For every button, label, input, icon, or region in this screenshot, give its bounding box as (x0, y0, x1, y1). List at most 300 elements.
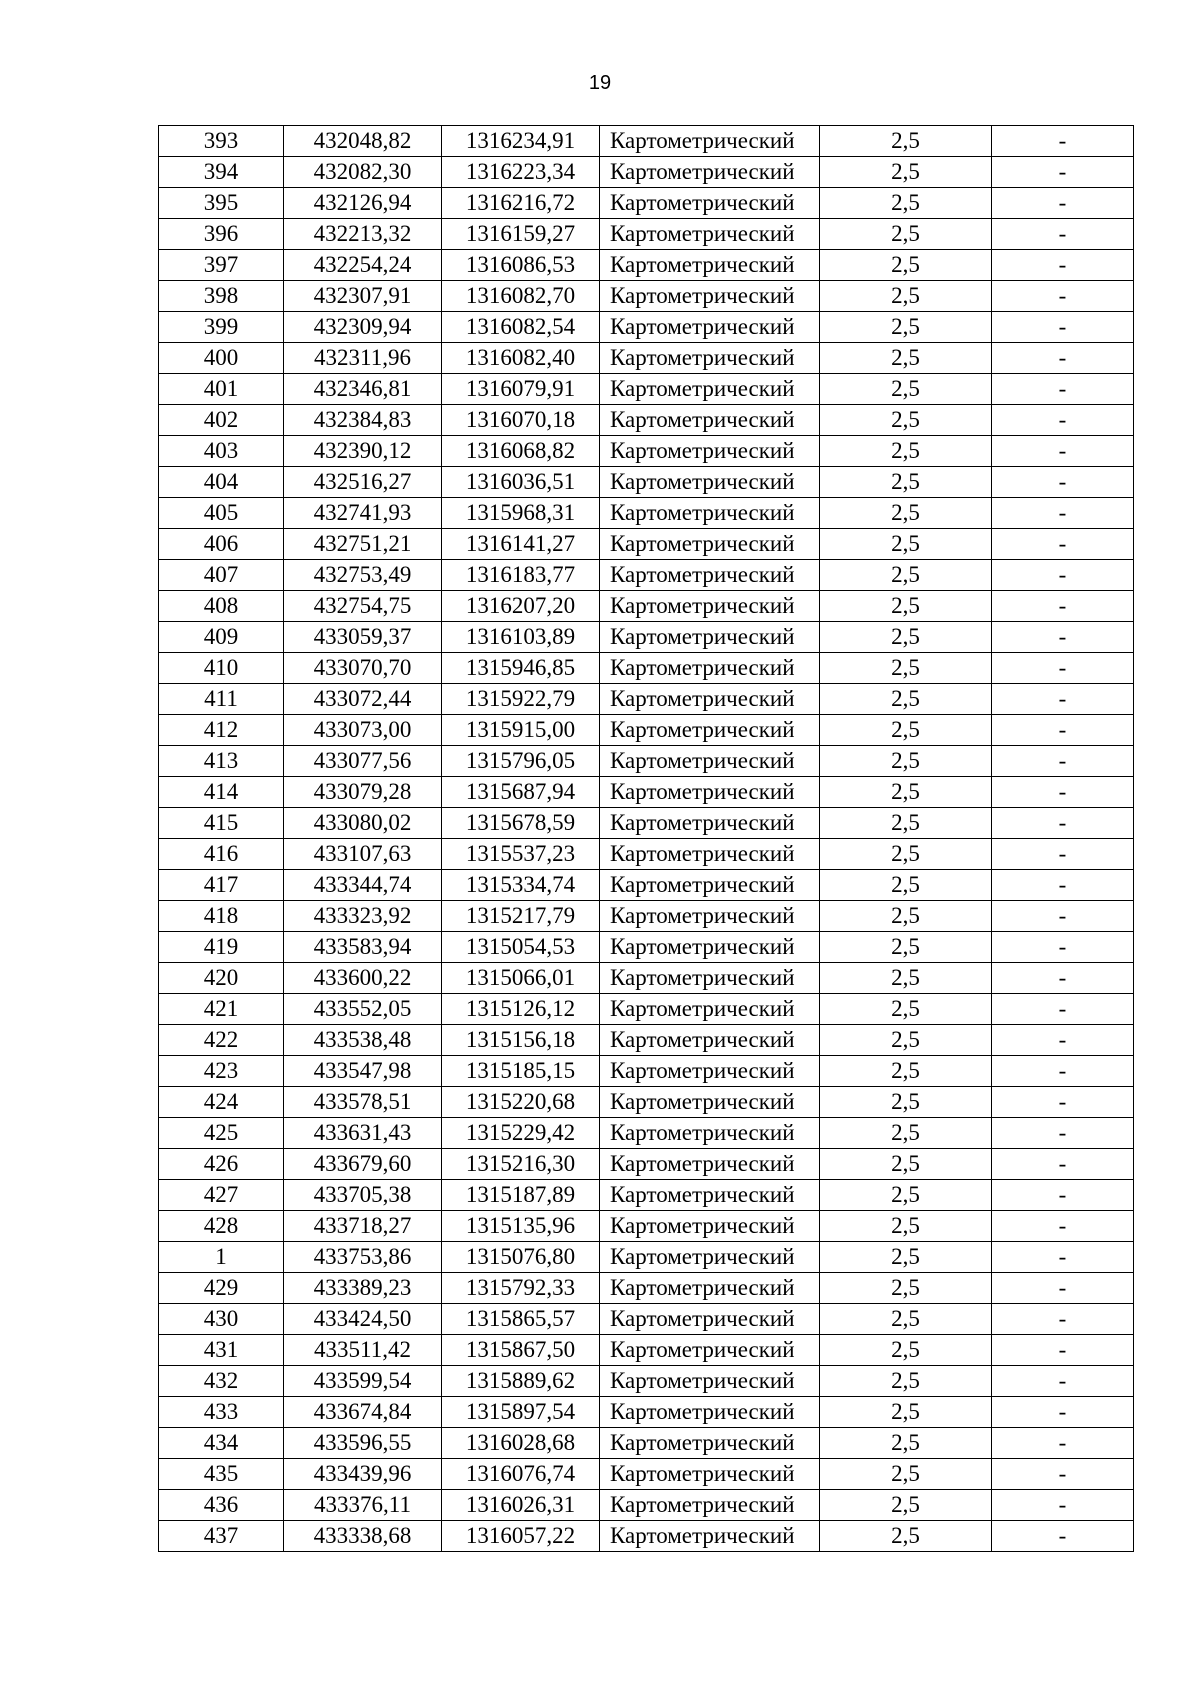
table-row (159, 1521, 1134, 1552)
x-coordinate-cell: 433424,50 (284, 1304, 442, 1335)
y-coordinate-cell: 1315915,00 (442, 715, 600, 746)
x-coordinate-cell: 433547,98 (284, 1056, 442, 1087)
accuracy-cell: 2,5 (820, 1366, 992, 1397)
accuracy-cell: 2,5 (820, 374, 992, 405)
x-coordinate-cell: 432346,81 (284, 374, 442, 405)
method-cell: Картометрический (600, 1366, 820, 1397)
note-cell: - (992, 963, 1134, 994)
note-cell: - (992, 529, 1134, 560)
method-cell: Картометрический (600, 1211, 820, 1242)
note-cell: - (992, 1335, 1134, 1366)
accuracy-cell: 2,5 (820, 715, 992, 746)
table-row (159, 1304, 1134, 1335)
y-coordinate-cell: 1315156,18 (442, 1025, 600, 1056)
point-number-cell: 405 (159, 498, 284, 529)
method-cell: Картометрический (600, 777, 820, 808)
y-coordinate-cell: 1316159,27 (442, 219, 600, 250)
note-cell: - (992, 1273, 1134, 1304)
table-row (159, 498, 1134, 529)
x-coordinate-cell: 432516,27 (284, 467, 442, 498)
x-coordinate-cell: 433389,23 (284, 1273, 442, 1304)
accuracy-cell: 2,5 (820, 1056, 992, 1087)
point-number-cell: 394 (159, 157, 284, 188)
note-cell: - (992, 343, 1134, 374)
accuracy-cell: 2,5 (820, 870, 992, 901)
table-row (159, 1397, 1134, 1428)
point-number-cell: 436 (159, 1490, 284, 1521)
method-cell: Картометрический (600, 1428, 820, 1459)
accuracy-cell: 2,5 (820, 1490, 992, 1521)
method-cell: Картометрический (600, 529, 820, 560)
point-number-cell: 410 (159, 653, 284, 684)
note-cell: - (992, 777, 1134, 808)
x-coordinate-cell: 432213,32 (284, 219, 442, 250)
y-coordinate-cell: 1316057,22 (442, 1521, 600, 1552)
accuracy-cell: 2,5 (820, 467, 992, 498)
accuracy-cell: 2,5 (820, 932, 992, 963)
table-row (159, 374, 1134, 405)
table-row (159, 994, 1134, 1025)
table-row (159, 684, 1134, 715)
accuracy-cell: 2,5 (820, 1211, 992, 1242)
method-cell: Картометрический (600, 219, 820, 250)
note-cell: - (992, 1149, 1134, 1180)
x-coordinate-cell: 433753,86 (284, 1242, 442, 1273)
accuracy-cell: 2,5 (820, 1242, 992, 1273)
table-row (159, 436, 1134, 467)
point-number-cell: 428 (159, 1211, 284, 1242)
accuracy-cell: 2,5 (820, 560, 992, 591)
y-coordinate-cell: 1316141,27 (442, 529, 600, 560)
method-cell: Картометрический (600, 622, 820, 653)
method-cell: Картометрический (600, 250, 820, 281)
x-coordinate-cell: 433674,84 (284, 1397, 442, 1428)
y-coordinate-cell: 1316082,40 (442, 343, 600, 374)
accuracy-cell: 2,5 (820, 281, 992, 312)
y-coordinate-cell: 1315220,68 (442, 1087, 600, 1118)
x-coordinate-cell: 433583,94 (284, 932, 442, 963)
point-number-cell: 402 (159, 405, 284, 436)
x-coordinate-cell: 433059,37 (284, 622, 442, 653)
method-cell: Картометрический (600, 1335, 820, 1366)
point-number-cell: 417 (159, 870, 284, 901)
y-coordinate-cell: 1316076,74 (442, 1459, 600, 1490)
method-cell: Картометрический (600, 1025, 820, 1056)
x-coordinate-cell: 433600,22 (284, 963, 442, 994)
x-coordinate-cell: 432309,94 (284, 312, 442, 343)
y-coordinate-cell: 1315922,79 (442, 684, 600, 715)
accuracy-cell: 2,5 (820, 963, 992, 994)
method-cell: Картометрический (600, 1056, 820, 1087)
y-coordinate-cell: 1315867,50 (442, 1335, 600, 1366)
note-cell: - (992, 1397, 1134, 1428)
point-number-cell: 401 (159, 374, 284, 405)
table-row (159, 777, 1134, 808)
accuracy-cell: 2,5 (820, 901, 992, 932)
coordinates-table-body (159, 126, 1134, 1552)
y-coordinate-cell: 1315066,01 (442, 963, 600, 994)
note-cell: - (992, 994, 1134, 1025)
point-number-cell: 400 (159, 343, 284, 374)
table-row (159, 715, 1134, 746)
point-number-cell: 414 (159, 777, 284, 808)
table-row (159, 1118, 1134, 1149)
accuracy-cell: 2,5 (820, 529, 992, 560)
point-number-cell: 393 (159, 126, 284, 157)
table-row (159, 250, 1134, 281)
table-row (159, 1087, 1134, 1118)
table-row (159, 591, 1134, 622)
table-row (159, 1025, 1134, 1056)
note-cell: - (992, 1087, 1134, 1118)
note-cell: - (992, 901, 1134, 932)
x-coordinate-cell: 433323,92 (284, 901, 442, 932)
x-coordinate-cell: 433705,38 (284, 1180, 442, 1211)
note-cell: - (992, 188, 1134, 219)
point-number-cell: 431 (159, 1335, 284, 1366)
accuracy-cell: 2,5 (820, 1459, 992, 1490)
method-cell: Картометрический (600, 1521, 820, 1552)
point-number-cell: 413 (159, 746, 284, 777)
point-number-cell: 424 (159, 1087, 284, 1118)
accuracy-cell: 2,5 (820, 1397, 992, 1428)
method-cell: Картометрический (600, 591, 820, 622)
method-cell: Картометрический (600, 1397, 820, 1428)
method-cell: Картометрический (600, 1180, 820, 1211)
method-cell: Картометрический (600, 343, 820, 374)
note-cell: - (992, 1428, 1134, 1459)
x-coordinate-cell: 432126,94 (284, 188, 442, 219)
table-row (159, 219, 1134, 250)
accuracy-cell: 2,5 (820, 653, 992, 684)
table-row (159, 870, 1134, 901)
table-row (159, 622, 1134, 653)
x-coordinate-cell: 432384,83 (284, 405, 442, 436)
point-number-cell: 435 (159, 1459, 284, 1490)
table-row (159, 839, 1134, 870)
method-cell: Картометрический (600, 715, 820, 746)
x-coordinate-cell: 433511,42 (284, 1335, 442, 1366)
x-coordinate-cell: 433599,54 (284, 1366, 442, 1397)
accuracy-cell: 2,5 (820, 312, 992, 343)
accuracy-cell: 2,5 (820, 1025, 992, 1056)
method-cell: Картометрический (600, 932, 820, 963)
accuracy-cell: 2,5 (820, 188, 992, 219)
table-row (159, 1211, 1134, 1242)
note-cell: - (992, 498, 1134, 529)
accuracy-cell: 2,5 (820, 1273, 992, 1304)
table-row (159, 1335, 1134, 1366)
point-number-cell: 404 (159, 467, 284, 498)
accuracy-cell: 2,5 (820, 219, 992, 250)
x-coordinate-cell: 432254,24 (284, 250, 442, 281)
table-row (159, 653, 1134, 684)
point-number-cell: 397 (159, 250, 284, 281)
y-coordinate-cell: 1315678,59 (442, 808, 600, 839)
accuracy-cell: 2,5 (820, 1428, 992, 1459)
y-coordinate-cell: 1315968,31 (442, 498, 600, 529)
y-coordinate-cell: 1315946,85 (442, 653, 600, 684)
table-row (159, 343, 1134, 374)
table-row (159, 188, 1134, 219)
accuracy-cell: 2,5 (820, 622, 992, 653)
method-cell: Картометрический (600, 157, 820, 188)
point-number-cell: 420 (159, 963, 284, 994)
accuracy-cell: 2,5 (820, 1149, 992, 1180)
x-coordinate-cell: 432082,30 (284, 157, 442, 188)
point-number-cell: 396 (159, 219, 284, 250)
table-row (159, 1428, 1134, 1459)
accuracy-cell: 2,5 (820, 1521, 992, 1552)
y-coordinate-cell: 1316234,91 (442, 126, 600, 157)
point-number-cell: 419 (159, 932, 284, 963)
table-row (159, 312, 1134, 343)
x-coordinate-cell: 433538,48 (284, 1025, 442, 1056)
note-cell: - (992, 1521, 1134, 1552)
accuracy-cell: 2,5 (820, 498, 992, 529)
table-row (159, 932, 1134, 963)
point-number-cell: 434 (159, 1428, 284, 1459)
point-number-cell: 1 (159, 1242, 284, 1273)
method-cell: Картометрический (600, 1118, 820, 1149)
method-cell: Картометрический (600, 467, 820, 498)
x-coordinate-cell: 432754,75 (284, 591, 442, 622)
accuracy-cell: 2,5 (820, 839, 992, 870)
point-number-cell: 399 (159, 312, 284, 343)
y-coordinate-cell: 1315865,57 (442, 1304, 600, 1335)
note-cell: - (992, 1304, 1134, 1335)
note-cell: - (992, 157, 1134, 188)
y-coordinate-cell: 1315897,54 (442, 1397, 600, 1428)
point-number-cell: 403 (159, 436, 284, 467)
table-row (159, 808, 1134, 839)
point-number-cell: 395 (159, 188, 284, 219)
table-row (159, 467, 1134, 498)
accuracy-cell: 2,5 (820, 1118, 992, 1149)
x-coordinate-cell: 432307,91 (284, 281, 442, 312)
y-coordinate-cell: 1316103,89 (442, 622, 600, 653)
point-number-cell: 422 (159, 1025, 284, 1056)
point-number-cell: 408 (159, 591, 284, 622)
point-number-cell: 427 (159, 1180, 284, 1211)
accuracy-cell: 2,5 (820, 591, 992, 622)
x-coordinate-cell: 433080,02 (284, 808, 442, 839)
method-cell: Картометрический (600, 560, 820, 591)
accuracy-cell: 2,5 (820, 250, 992, 281)
point-number-cell: 412 (159, 715, 284, 746)
method-cell: Картометрический (600, 281, 820, 312)
note-cell: - (992, 1366, 1134, 1397)
table-row (159, 963, 1134, 994)
method-cell: Картометрический (600, 405, 820, 436)
method-cell: Картометрический (600, 1304, 820, 1335)
note-cell: - (992, 312, 1134, 343)
method-cell: Картометрический (600, 839, 820, 870)
method-cell: Картометрический (600, 870, 820, 901)
table-row (159, 1273, 1134, 1304)
y-coordinate-cell: 1316079,91 (442, 374, 600, 405)
point-number-cell: 437 (159, 1521, 284, 1552)
method-cell: Картометрический (600, 653, 820, 684)
note-cell: - (992, 126, 1134, 157)
y-coordinate-cell: 1315792,33 (442, 1273, 600, 1304)
note-cell: - (992, 839, 1134, 870)
y-coordinate-cell: 1316082,70 (442, 281, 600, 312)
note-cell: - (992, 1490, 1134, 1521)
table-row (159, 1056, 1134, 1087)
y-coordinate-cell: 1315185,15 (442, 1056, 600, 1087)
method-cell: Картометрический (600, 1490, 820, 1521)
y-coordinate-cell: 1316036,51 (442, 467, 600, 498)
accuracy-cell: 2,5 (820, 746, 992, 777)
table-row (159, 126, 1134, 157)
y-coordinate-cell: 1315126,12 (442, 994, 600, 1025)
accuracy-cell: 2,5 (820, 808, 992, 839)
y-coordinate-cell: 1315217,79 (442, 901, 600, 932)
method-cell: Картометрический (600, 901, 820, 932)
note-cell: - (992, 560, 1134, 591)
point-number-cell: 429 (159, 1273, 284, 1304)
accuracy-cell: 2,5 (820, 1304, 992, 1335)
method-cell: Картометрический (600, 994, 820, 1025)
table-row (159, 529, 1134, 560)
note-cell: - (992, 746, 1134, 777)
method-cell: Картометрический (600, 436, 820, 467)
y-coordinate-cell: 1315135,96 (442, 1211, 600, 1242)
note-cell: - (992, 436, 1134, 467)
accuracy-cell: 2,5 (820, 684, 992, 715)
point-number-cell: 409 (159, 622, 284, 653)
accuracy-cell: 2,5 (820, 1180, 992, 1211)
accuracy-cell: 2,5 (820, 1335, 992, 1366)
note-cell: - (992, 1118, 1134, 1149)
method-cell: Картометрический (600, 1149, 820, 1180)
note-cell: - (992, 250, 1134, 281)
table-row (159, 1242, 1134, 1273)
accuracy-cell: 2,5 (820, 994, 992, 1025)
y-coordinate-cell: 1315054,53 (442, 932, 600, 963)
method-cell: Картометрический (600, 1242, 820, 1273)
y-coordinate-cell: 1315216,30 (442, 1149, 600, 1180)
point-number-cell: 423 (159, 1056, 284, 1087)
table-row (159, 1490, 1134, 1521)
x-coordinate-cell: 432311,96 (284, 343, 442, 374)
note-cell: - (992, 281, 1134, 312)
y-coordinate-cell: 1315687,94 (442, 777, 600, 808)
y-coordinate-cell: 1316070,18 (442, 405, 600, 436)
note-cell: - (992, 374, 1134, 405)
point-number-cell: 426 (159, 1149, 284, 1180)
note-cell: - (992, 1459, 1134, 1490)
y-coordinate-cell: 1315187,89 (442, 1180, 600, 1211)
note-cell: - (992, 1180, 1134, 1211)
note-cell: - (992, 1211, 1134, 1242)
x-coordinate-cell: 433070,70 (284, 653, 442, 684)
note-cell: - (992, 219, 1134, 250)
method-cell: Картометрический (600, 312, 820, 343)
point-number-cell: 415 (159, 808, 284, 839)
page-number: 19 (588, 72, 612, 94)
point-number-cell: 433 (159, 1397, 284, 1428)
note-cell: - (992, 684, 1134, 715)
x-coordinate-cell: 433679,60 (284, 1149, 442, 1180)
x-coordinate-cell: 433079,28 (284, 777, 442, 808)
table-row (159, 560, 1134, 591)
table-row (159, 1366, 1134, 1397)
note-cell: - (992, 715, 1134, 746)
point-number-cell: 425 (159, 1118, 284, 1149)
note-cell: - (992, 622, 1134, 653)
method-cell: Картометрический (600, 126, 820, 157)
y-coordinate-cell: 1316082,54 (442, 312, 600, 343)
table-row (159, 901, 1134, 932)
y-coordinate-cell: 1315229,42 (442, 1118, 600, 1149)
method-cell: Картометрический (600, 963, 820, 994)
y-coordinate-cell: 1316207,20 (442, 591, 600, 622)
table-row (159, 746, 1134, 777)
y-coordinate-cell: 1315076,80 (442, 1242, 600, 1273)
note-cell: - (992, 808, 1134, 839)
note-cell: - (992, 653, 1134, 684)
method-cell: Картометрический (600, 1459, 820, 1490)
note-cell: - (992, 1025, 1134, 1056)
x-coordinate-cell: 433596,55 (284, 1428, 442, 1459)
point-number-cell: 418 (159, 901, 284, 932)
note-cell: - (992, 870, 1134, 901)
x-coordinate-cell: 433107,63 (284, 839, 442, 870)
x-coordinate-cell: 432751,21 (284, 529, 442, 560)
point-number-cell: 411 (159, 684, 284, 715)
note-cell: - (992, 405, 1134, 436)
accuracy-cell: 2,5 (820, 126, 992, 157)
y-coordinate-cell: 1315796,05 (442, 746, 600, 777)
method-cell: Картометрический (600, 1273, 820, 1304)
x-coordinate-cell: 433552,05 (284, 994, 442, 1025)
y-coordinate-cell: 1316068,82 (442, 436, 600, 467)
table-row (159, 1180, 1134, 1211)
point-number-cell: 398 (159, 281, 284, 312)
method-cell: Картометрический (600, 808, 820, 839)
x-coordinate-cell: 433338,68 (284, 1521, 442, 1552)
y-coordinate-cell: 1316216,72 (442, 188, 600, 219)
x-coordinate-cell: 433631,43 (284, 1118, 442, 1149)
x-coordinate-cell: 433072,44 (284, 684, 442, 715)
accuracy-cell: 2,5 (820, 157, 992, 188)
x-coordinate-cell: 432390,12 (284, 436, 442, 467)
coordinates-table (158, 125, 1134, 1552)
method-cell: Картометрический (600, 374, 820, 405)
accuracy-cell: 2,5 (820, 343, 992, 374)
x-coordinate-cell: 433578,51 (284, 1087, 442, 1118)
point-number-cell: 430 (159, 1304, 284, 1335)
x-coordinate-cell: 433439,96 (284, 1459, 442, 1490)
x-coordinate-cell: 433376,11 (284, 1490, 442, 1521)
accuracy-cell: 2,5 (820, 405, 992, 436)
y-coordinate-cell: 1316223,34 (442, 157, 600, 188)
y-coordinate-cell: 1316026,31 (442, 1490, 600, 1521)
table-row (159, 1149, 1134, 1180)
x-coordinate-cell: 433077,56 (284, 746, 442, 777)
x-coordinate-cell: 433718,27 (284, 1211, 442, 1242)
point-number-cell: 406 (159, 529, 284, 560)
method-cell: Картометрический (600, 1087, 820, 1118)
accuracy-cell: 2,5 (820, 777, 992, 808)
y-coordinate-cell: 1315537,23 (442, 839, 600, 870)
note-cell: - (992, 1056, 1134, 1087)
x-coordinate-cell: 432048,82 (284, 126, 442, 157)
y-coordinate-cell: 1316183,77 (442, 560, 600, 591)
method-cell: Картометрический (600, 684, 820, 715)
